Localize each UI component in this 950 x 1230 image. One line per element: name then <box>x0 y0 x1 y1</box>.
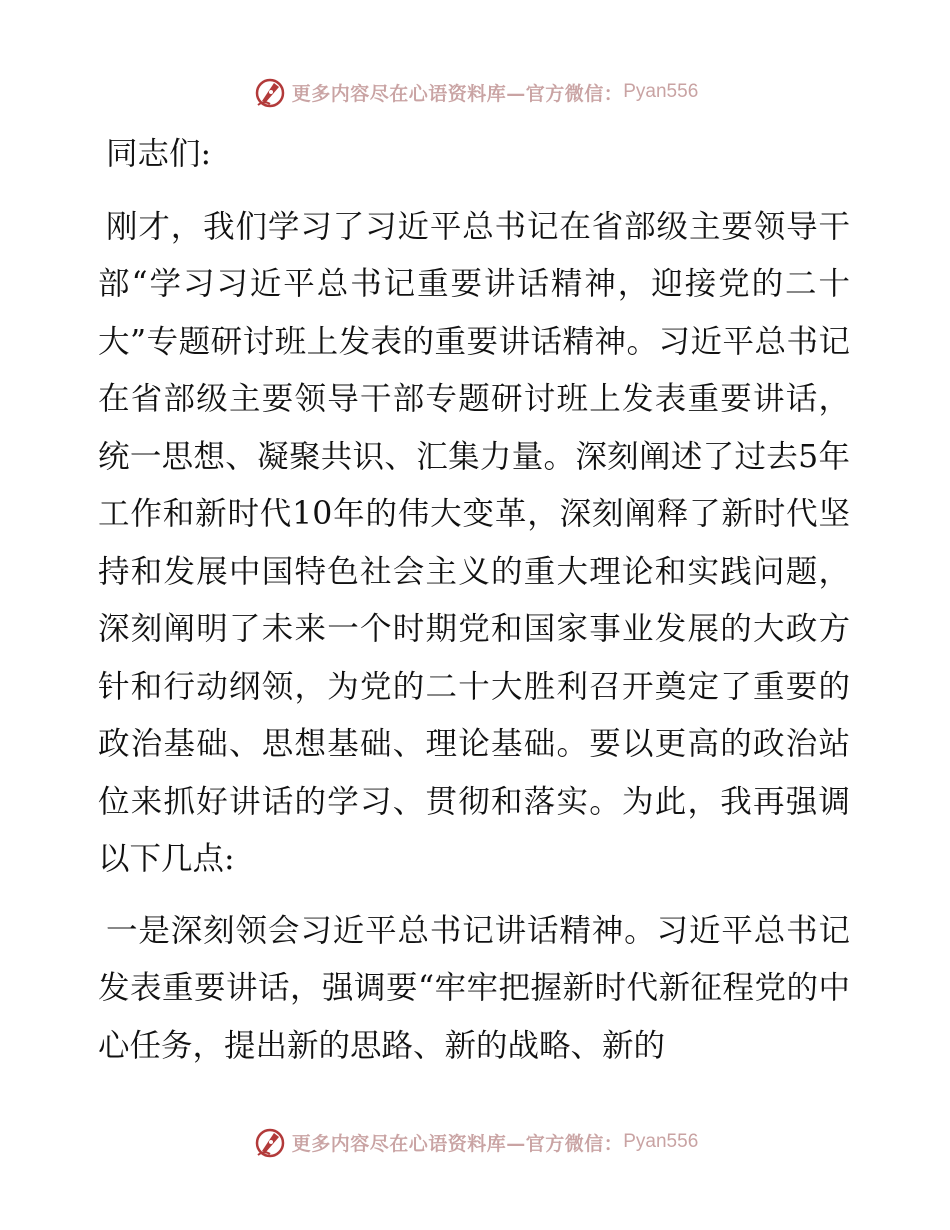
paragraph-1: 刚才，我们学习了习近平总书记在省部级主要领导干部“学习习近平总书记重要讲话精神，迎接党的二十大”专题研讨班上发表的重要讲话精神。习近平总书记在省部级主要领导干部专题研讨班上发表重要讲话，统一思想、凝聚共识、汇集力量。深刻阐述了过去5年工作和新时代10年的伟大变革，深刻阐释了新时代坚持和发展中国特色社会主义的重大理论和实践问题，深刻阐明了未来一个时期党和国家事业发展的大政方针和行动纲领，为党的二十大胜利召开奠定了重要的政治基础、思想基础、理论基础。要以更高的政治站位来抓好讲话的学习、贯彻和落实。为此，我再强调以下几点: <box>98 208 850 877</box>
page-footer-watermark <box>0 1122 950 1162</box>
page-header-watermark <box>0 72 950 112</box>
watermark <box>252 74 699 110</box>
document-body <box>98 126 850 1075</box>
paragraph-2: 一是深刻领会习近平总书记讲话精神。习近平总书记发表重要讲话，强调要“牢牢把握新时代新征程党的中心任务，提出新的思路、新的战略、新的 <box>98 912 850 1064</box>
watermark <box>252 1124 699 1160</box>
watermark-text: 更多内容尽在心语资料库—官方微信： <box>291 1132 624 1155</box>
pen-nib-logo-icon <box>252 74 288 110</box>
watermark-wechat-id: Pyan556 <box>623 81 699 102</box>
salutation: 同志们: <box>106 136 212 172</box>
watermark-wechat-id: Pyan556 <box>623 1131 699 1152</box>
watermark-text: 更多内容尽在心语资料库—官方微信： <box>291 82 624 105</box>
pen-nib-logo-icon <box>252 1124 288 1160</box>
